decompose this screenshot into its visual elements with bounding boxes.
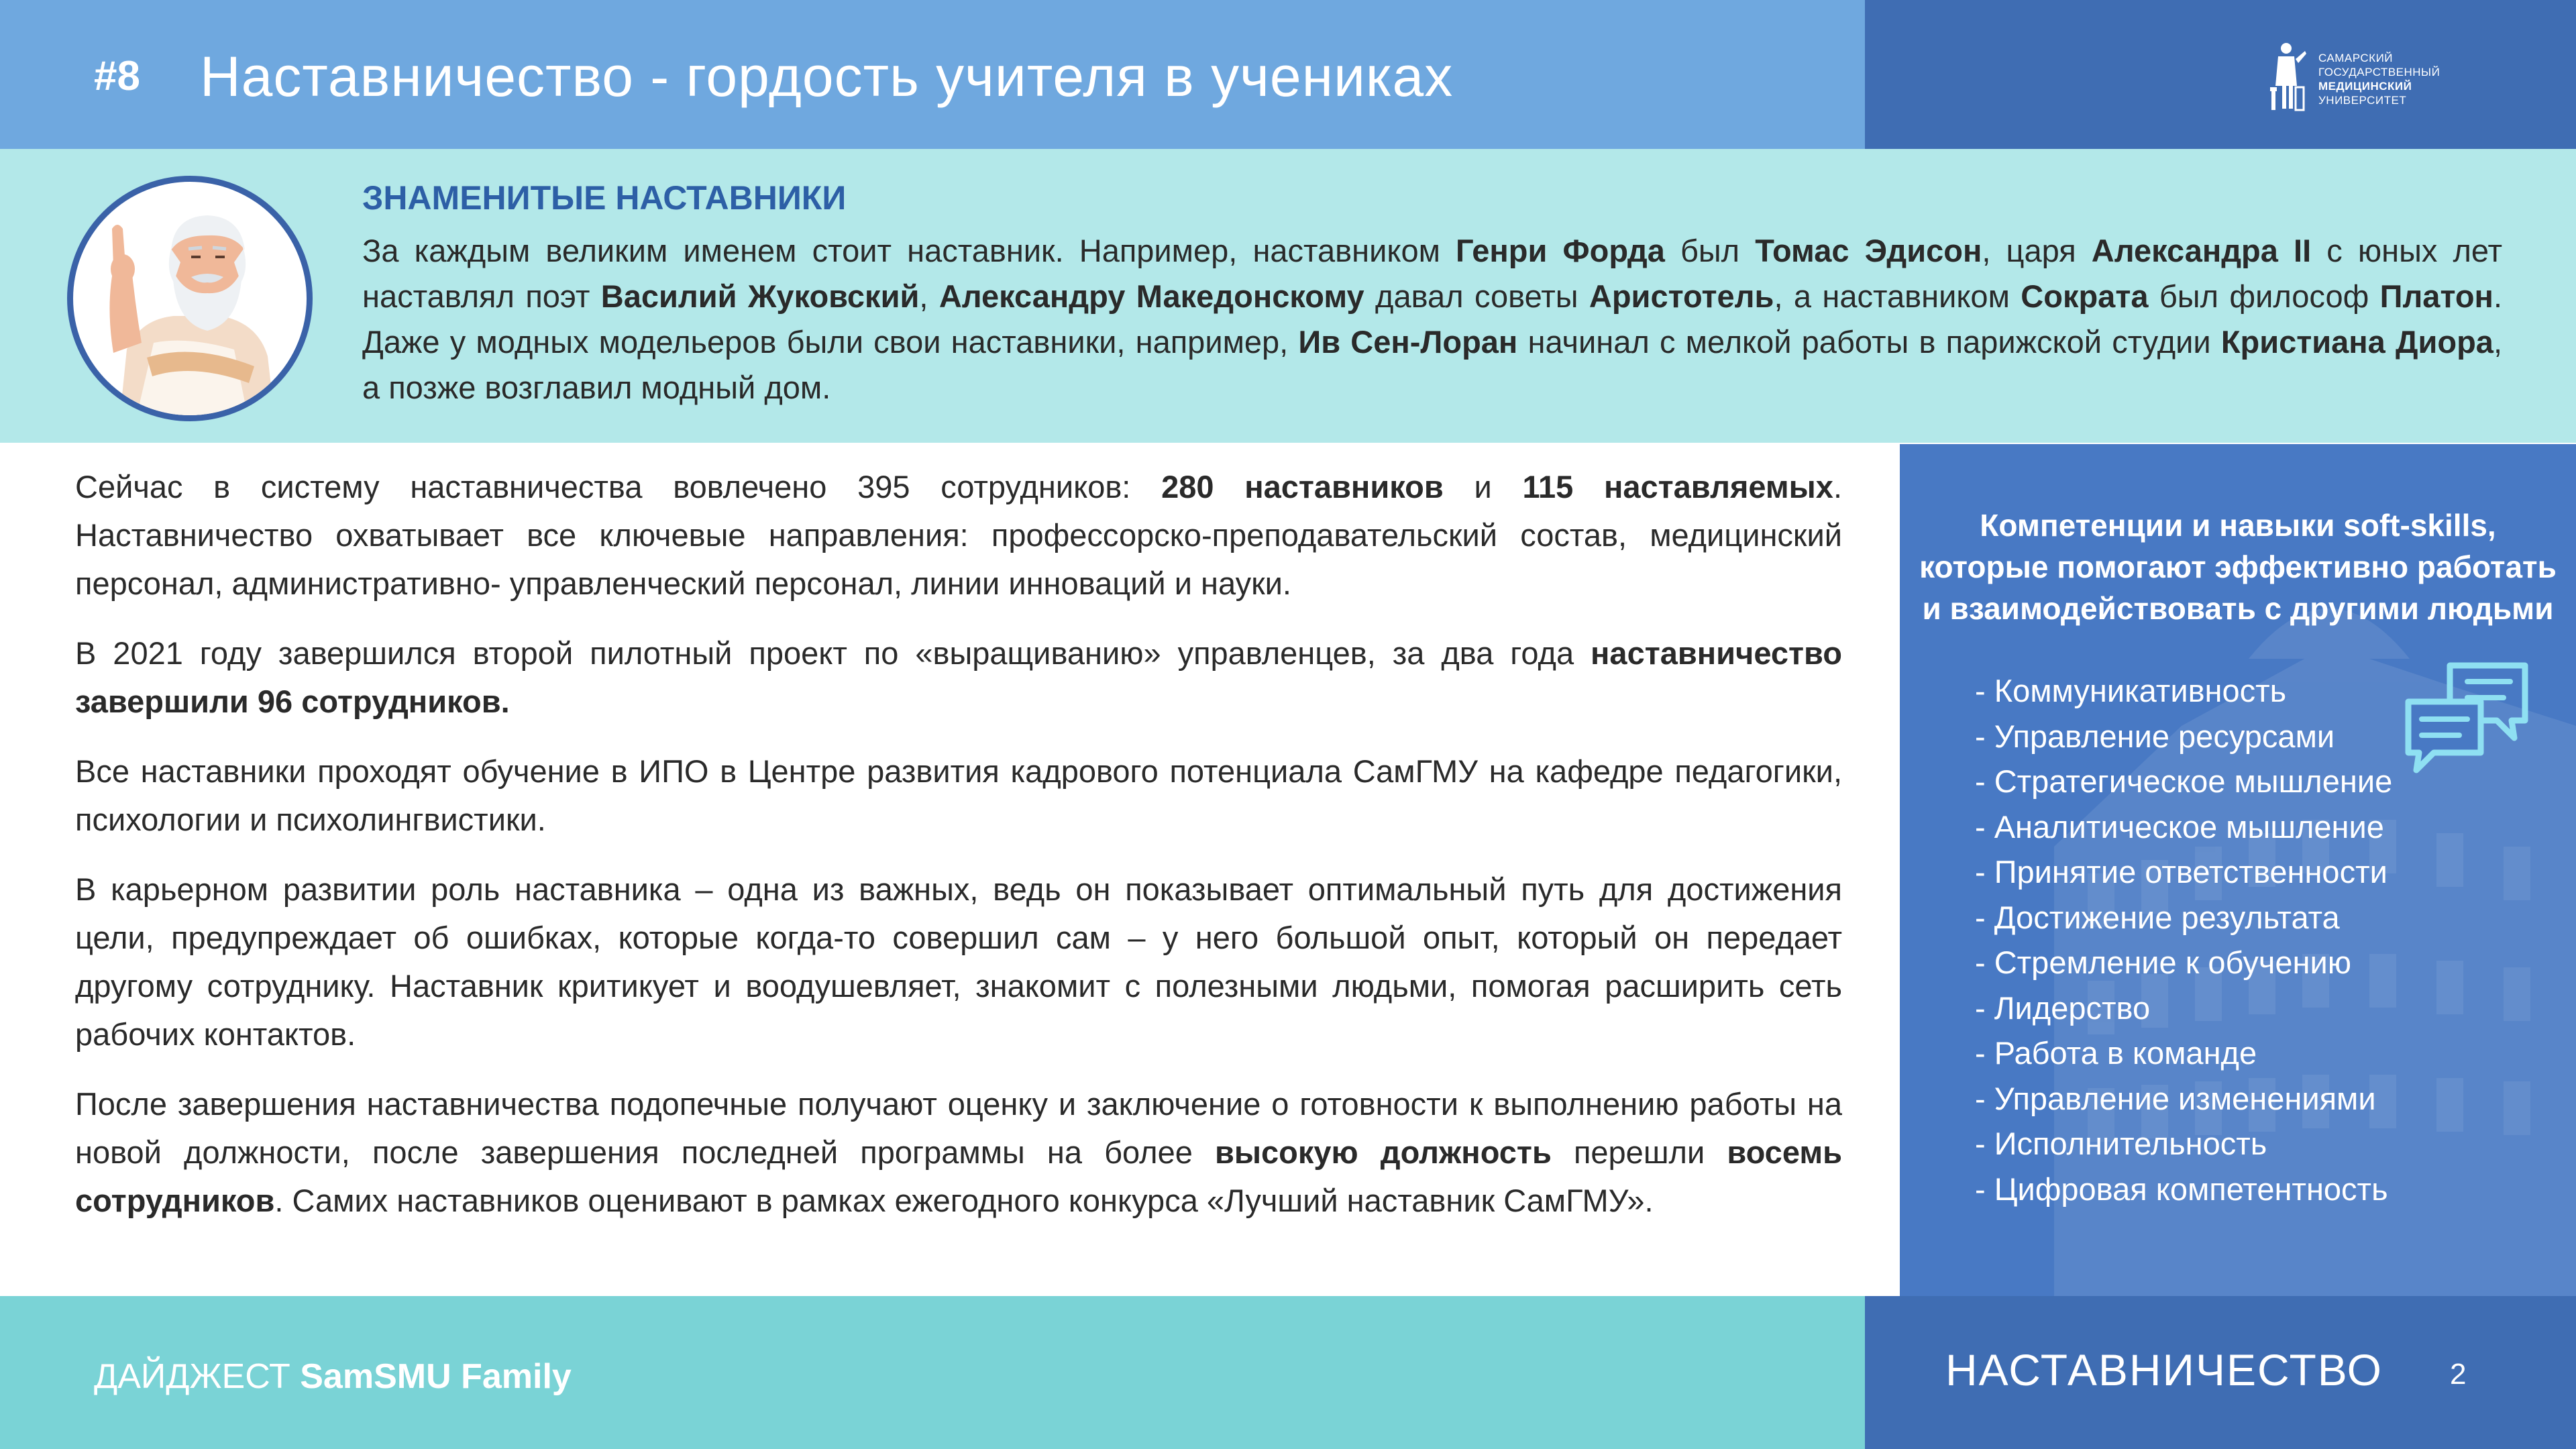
text-run: был — [1664, 233, 1756, 268]
famous-mentors-heading: ЗНАМЕНИТЫЕ НАСТАВНИКИ — [362, 179, 847, 217]
text-run: , а наставником — [1774, 278, 2021, 314]
text-run: Сейчас в систему наставничества вовлечено 395 сотрудников: — [75, 469, 1162, 504]
text-run: Все наставники проходят обучение в ИПО в Центре развития кадрового потенциала СамГМУ на кафедре педагогики, психологии и психолингвистики. — [75, 753, 1842, 837]
soft-skills-panel — [1900, 444, 2576, 1296]
text-run: давал советы — [1364, 278, 1589, 314]
paragraph — [75, 865, 1842, 1059]
footer-section-name: НАСТАВНИЧЕСТВО — [1945, 1345, 2383, 1395]
text-run: За каждым великим именем стоит наставник. Например, наставником — [362, 233, 1456, 268]
paragraph — [75, 629, 1842, 726]
skill-item: - Цифровая компетентность — [1975, 1171, 2388, 1207]
text-run: . Самих наставников оценивают в рамках ежегодного конкурса «Лучший наставник СамГМУ». — [274, 1183, 1654, 1218]
bold-text: Томас Эдисон — [1755, 233, 1982, 268]
bold-text: Ив Сен-Лоран — [1298, 324, 1518, 360]
philosopher-avatar-icon — [67, 176, 313, 421]
skill-item: - Стратегическое мышление — [1975, 763, 2393, 799]
paragraph — [75, 463, 1842, 608]
footer-digest-title: ДАЙДЖЕСТ SamSMU Family — [94, 1357, 572, 1396]
skill-item: - Принятие ответственности — [1975, 854, 2387, 890]
page-title: Наставничество - гордость учителя в учениках — [200, 45, 1454, 108]
text-run: с юных лет наставлял поэт — [362, 233, 2502, 314]
skill-item: - Стремление к обучению — [1975, 945, 2351, 980]
text-run: , а позже возглавил модный дом. — [362, 324, 2502, 405]
paragraph — [75, 747, 1842, 844]
text-run: начинал с мелкой работы в парижской студии — [1517, 324, 2221, 360]
chat-bubbles-icon — [2403, 660, 2530, 774]
text-run: был философ — [2148, 278, 2380, 314]
text-run: , — [919, 278, 939, 314]
skill-item: - Лидерство — [1975, 989, 2151, 1026]
skill-item: - Исполнительность — [1975, 1126, 2267, 1161]
skill-item: - Коммуникативность — [1975, 673, 2287, 708]
logo-emblem-icon — [2267, 39, 2309, 114]
text-run: , царя — [1982, 233, 2092, 268]
paragraph — [75, 1080, 1842, 1225]
skill-item: - Управление ресурсами — [1975, 718, 2335, 754]
skill-item: - Достижение результата — [1975, 899, 2340, 935]
bold-text: восемь сотрудников — [75, 1134, 1842, 1218]
soft-skills-heading: Компетенции и навыки soft-skills, которые помогают эффективно работать и взаимодействовать с другими людьми — [1919, 508, 2557, 626]
text-run: и — [1443, 469, 1523, 504]
issue-number: #8 — [94, 53, 140, 99]
bold-text: высокую должность — [1214, 1134, 1552, 1170]
text-run: перешли — [1551, 1134, 1727, 1170]
famous-mentors-section — [0, 149, 2576, 443]
bold-text: 280 наставников — [1161, 469, 1444, 504]
bold-text: Василий Жуковский — [600, 278, 920, 314]
logo-text: САМАРСКИЙ ГОСУДАРСТВЕННЫЙ МЕДИЦИНСКИЙ УНИВЕРСИТЕТ — [2318, 52, 2440, 107]
text-run: . Даже у модных модельеров были свои наставники, например, — [362, 278, 2503, 360]
header-logo-area — [1865, 0, 2576, 149]
text-run: . Наставничество охватывает все ключевые направления: профессорско-преподавательский состав, медицинский персонал, административно- управленческий персонал, линии инноваций и науки. — [75, 469, 1842, 601]
university-logo — [2267, 39, 2469, 114]
text-run: В 2021 году завершился второй пилотный проект по «выращиванию» управленцев, за два года — [75, 635, 1591, 671]
footer-brand: SamSMU Family — [300, 1357, 572, 1396]
main-text — [75, 463, 1842, 1246]
bold-text: Платон — [2379, 278, 2493, 314]
page-number: 2 — [2450, 1358, 2467, 1391]
bold-text: Аристотель — [1589, 278, 1774, 314]
skills-list — [1975, 668, 2392, 1212]
bold-text: Генри Форда — [1456, 233, 1665, 268]
skill-item: - Аналитическое мышление — [1975, 808, 2384, 845]
bold-text: Сократа — [2021, 278, 2149, 314]
skill-item: - Работа в команде — [1975, 1035, 2257, 1071]
bold-text: Кристиана Диора — [2220, 324, 2493, 360]
text-run: После завершения наставничества подопечные получают оценку и заключение о готовности к выполнению работы на новой должности, после завершения последней программы на более — [75, 1086, 1842, 1170]
bold-text: наставничество завершили 96 сотрудников. — [75, 635, 1842, 719]
bold-text: 115 наставляемых — [1522, 469, 1833, 504]
text-run: В карьерном развитии роль наставника – одна из важных, ведь он показывает оптимальный путь для достижения цели, предупреждает об ошибках, которые когда-то совершил сам – у него большой опыт, который он передает другому сотруднику. Наставник критикует и воодушевляет, знакомит с полезными людьми, помогая расширить сеть рабочих контактов. — [75, 871, 1842, 1052]
famous-mentors-text — [362, 228, 2502, 411]
skill-item: - Управление изменениями — [1975, 1080, 2376, 1116]
bold-text: Александру Македонскому — [938, 278, 1364, 314]
bold-text: Александра II — [2091, 233, 2312, 268]
